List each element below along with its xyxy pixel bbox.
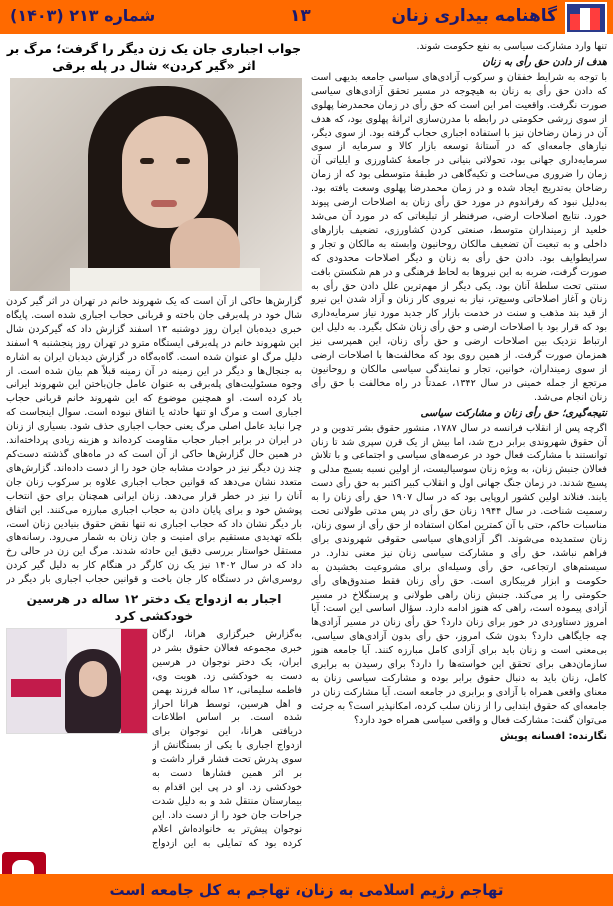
section2-title: نتیجه‌گیری؛ حق رأی زنان و مشارکت سیاسی [420, 407, 607, 419]
magazine-title: گاهنامه بیداری زنان [391, 6, 557, 26]
girl-poster-photo [6, 628, 148, 734]
article2-text: به‌گزارش خبرگزاری هرانا، ارگان خبری مجموعه فعالان حقوق بشر در ایران، یک دختر نوجوان در هرسین دست به خودکشی زد. هویت وی، فاطمه سلیمانی، ۱۲ ساله فرزند بهمن و اهل هرسین، توسط هرانا احراز شده است. بر اساس اطلاعات دریافتی هرانا، این نوجوان برای ازدواج اجباری با یکی از بستگانش از سوی پدرش تحت فشار قرار داشت و بر اثر همین فشارها دست به خودکشی زد. او در پی این اقدام به بیمارستان منتقل شد و به دلیل شدت جراحات جان خود را از دست داد. این نوجوان پیش‌تر به خانواده‌اش اعلام کرده بود که تمایلی به این ازدواج [152, 629, 302, 849]
section2-text: اگرچه پس از انقلاب فرانسه در سال ۱۷۸۷، منشور حقوق بشر تدوین و در آن حقوق شهروندی برابر درج شد، اما بیش از یک قرن سپری شد تا زنان توانستند با مشارکت فعال خود در عرصه‌های سیاسی و اجتماعی و با تلاش فعالان جنبش زنان، به ویژه زنان سوسیالیست، از اولین نسبه بسیج مدلی و پسیج شدند. در زمان جنگ جهانی اول و انقلاب کبیر اکتبر به حق رأی دست یابند. فنلاند اولین کشور اروپایی بود که در سال ۱۹۰۷ حق رأی زنان را به رسمیت شناخت. در سال ۱۹۴۴ زنان حق رأی در پس مدتی طولانی تحت مناسبات حاکم، حتی با آن کمترین امکان استفاده از حق رأی از سوی زنان، زنان ستمدیده می‌شوند. اگر آزادی‌های سیاسی حقوقی شهروندی برای فراهم نباشد، حق رأی و مشارکت سیاسی زنان نیز معنی ندارد. در سیستم‌های ارتجاعی، حق رأی وسیله‌ای برای مشروعیت بخشیدن به حکومت و ابزار فریبکاری است. حق رأی زنان فقط صندوق‌های رأی حکومتی را پر می‌کند. جنبش زنان راهی طولانی و پرسنگلاخ در مسیر آزادی پیموده است، راهی که هنوز ادامه دارد. سؤال اساسی این است: آیا امروز دستاوردی در خور برای زنان دارد؟ حق رأی زنان در مسیر آزادی‌ها چه جایگاهی دارد؟ بدون شک امروز، حق رأی بدون آزادی‌های سیاسی، بی‌معنی است و زنان باید برای آزادی کامل مبارزه کنند. آیا جامعه هنوز سازمان‌دهی برای تحقق این خواسته‌ها را دارد؟ برای رسیدن به برابری کامل، زنان باید به دنبال حقوق برابر بوده و مشارکت سیاسی زنان به معنای واقعی همراه با آزادی و برابری در جامعه است. آیا مشارکت زنان در جامعه‌ای که حقوق ابتدایی را از زنان سلب کرده، امکانپذیر است؟ به جرئت می‌توان گفت: مشارکت فعال و واقعی سیاسی همراه خود دارد؟ [311, 422, 607, 726]
article2-title: اجبار به ازدواج یک دختر ۱۲ ساله در هرسین خودکشی کرد [26, 592, 282, 623]
woman-portrait-photo [10, 78, 302, 291]
article2-text-column [152, 628, 302, 850]
article2-body [6, 628, 302, 850]
footer-bar [0, 874, 613, 906]
page-number: ۱۳ [290, 6, 311, 26]
section1-text: با توجه به شرایط خفقان و سرکوب آزادی‌های سیاسی جامعه بدیهی است که دادن حق رأی به زنان به هیچوجه در مسیر تحقق آزادی‌های سیاسی صورت نگرفت. واقعیت امر این است که حق رأی در زمان محمدرضا پهلوی از سوی زرشی حکومتی در رابطه با مدرن‌سازی اثرانهٔ پهلوی بود، که هدف آن در زمان رضاخان نیز با استفاده اجباری حجاب گرفته بود. از سوی دیگر، نیازهای جامعه‌ای که در آستانهٔ توسعه بازار کالا و سرمایه از سوی سرمایه‌داری جهانی بود، تحولاتی بنیانی در جامعهٔ کشاورزی و ایلیاتی آن زمان را ضروری می‌ساخت و تکیه‌گاهی در طبقهٔ متوسطی بود که از زمان رضاخان به‌تدریج ایجاد شده و در زمان محمدرضا پهلوی وسعت یافته بود. به‌دلیل نبود که رفراندوم در مورد حق رأی زنان به اصلاحات ارضی پیوند خورد. نتایج اصلاحات ارضی، صرفنظر از تبلیغاتی که در مورد آن می‌شد خلعید از زمینداران متوسط، صنعتی کردن کشاورزی، تضعیف بازارهای داخلی و به تبعیت آن تضعیف مالکان روحانیون وابسته به مالکان و تجار و سرایطوایف بود. دادن حق رأی به زنان و دیگر اصلاحات محدودی که صورت گرفت، ضربه به این نیروها به لحاظ فرهنگی و در هم شکستن بافت سنتی تحت سلطهٔ آنان بود. یکی دیگر از مهم‌ترین علل دادن حق رأی به زنان و آغاز اصلاحاتی وسیع‌تر، نیاز به نیروی کار زنان و آزاد شدن این نیرو از قید بند مذهب و سنت در خدمت بازار کار جدید مورد نیاز سرمایه‌داری بود که قرار بود با اصلاحات ارضی و حق رأی زنان شکل بگیرد. به دلیل این ارتباط نزدیک بین اصلاحات ارضی و حق رأی زنان، این همپرسی نیز همزمان صورت گرفت. از همین روی بود که مخالفت‌ها با اصلاحات ارضی از سوی زمینداران، خوانین، تجار و نمایندگی سیاسی مالکان و روحانیون مرتجع از جمله خمینی در سال ۱۳۴۲، عمدتاً در راه مخالفت با حق رأی زنان انجام می‌شد. [311, 71, 607, 403]
header-bar [0, 0, 613, 36]
left-column [6, 40, 302, 850]
magazine-logo-icon [565, 2, 607, 34]
intro-line: تنها وارد مشارکت سیاسی به نفع حکومت شوند. [416, 41, 607, 52]
author-credit: نگارنده: افسانه پویش [499, 730, 607, 742]
section1-title: هدف از دادن حق رأی به زنان [482, 56, 607, 68]
issue-number: شماره ۲۱۳ (۱۴۰۳) [10, 6, 156, 25]
footer-slogan: تهاجم رژیم اسلامی به زنان، تهاجم به کل جامعه است [109, 881, 504, 899]
right-column [311, 40, 607, 742]
article1-title: جواب اجباری جان یک زن دیگر را گرفت؛ مرگ بر اثر «گیر کردن» شال در پله برقی [6, 41, 302, 73]
article1-text: گزارش‌ها حاکی از آن است که یک شهروند خانم در تهران در اثر گیر کردن شال خود در پله‌برقی جان باخته و قربانی حجاب اجباری شده است. پایگاه خبری دیده‌بان ایران روز دوشنبه ۱۳ اسفند گزارش داد که گیرکردن شال این شهروند خانم در پله‌برقی ایستگاه مترو در تهران روز پنجشنبه ۹ اسفند دلیل مرگ او عنوان شده است. گاه‌به‌گاه در گزارش دیدبان ایران به اشاره به جنجال‌ها و دیگر در این زمینه در آن زمینه قبلاً هم بیان شده است. از وجوه مسئولیت‌های پله‌برقی به عنوان عامل جان‌باختن این شهروند ایرانی یاد کرده است. او همچنین موضوع که این شهروند خانم قربانی حجاب اجباری است و مرگ او تنها حادثه یا اتفاق نبوده است. سوال اینجاست که چرا نباید عامل اصلی مرگ یعنی حجاب اجباری حذف شود. بسیاری از زنان در ایران در برابر اجبار حجاب مقاومت کرده‌اند و هزینه زیادی پرداخته‌اند. در همین حال گزارش‌ها حاکی از آن است که در ماه‌های گذشته دست‌کم چند زن دیگر نیز در حوادث مشابه جان خود را از دست داده‌اند. گزارش‌های متعدد نشان می‌دهد که قوانین حجاب اجباری علاوه بر سرکوب زنان جان آنان را نیز در خطر قرار می‌دهد. زنان ایرانی همچنان برای حق انتخاب پوشش خود و برای پایان دادن به حجاب اجباری مبارزه می‌کنند. این اتفاق بار دیگر نشان داد که حجاب اجباری نه تنها نقض حقوق بنیادین زنان است، بلکه تهدیدی مستقیم برای امنیت و جان زنان به شمار می‌رود. رسانه‌های مستقل خواستار بررسی دقیق این حادثه شدند. مرگ این زن در حالی رخ داد که در سال ۱۴۰۲ نیز یک زن کارگر در هنگام کار به دلیل گیر کردن روسری‌اش در دستگاه کار جان باخت و قوانین حجاب اجباری بار دیگر در [6, 296, 302, 586]
